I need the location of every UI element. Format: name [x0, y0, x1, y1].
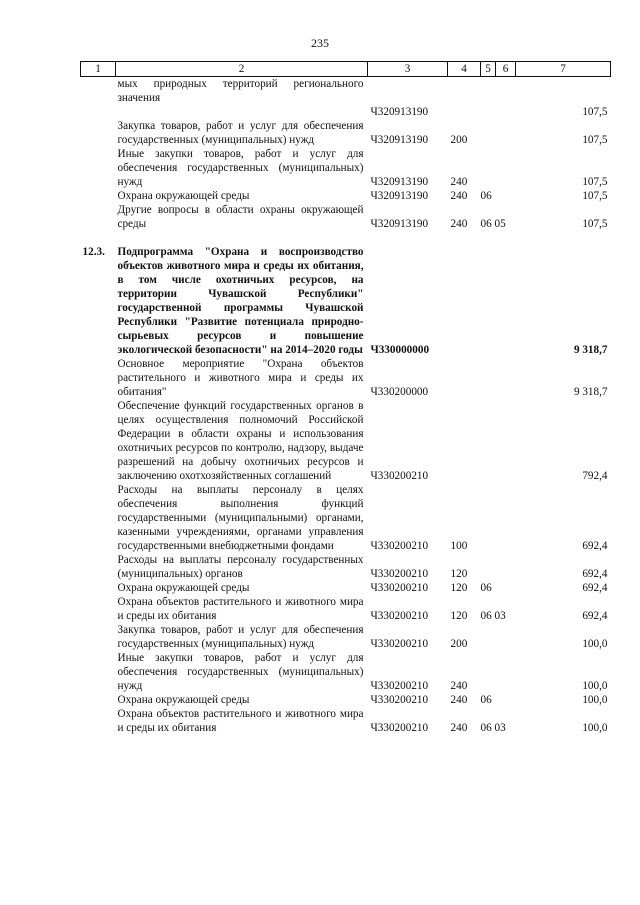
table-row [81, 595, 611, 623]
target-code: Ч320913190 [370, 134, 429, 146]
table-row [81, 105, 611, 119]
amount: 100,0 [582, 638, 608, 650]
amount: 692,4 [582, 610, 608, 622]
row-number [81, 357, 116, 399]
expense-type: 200 [450, 134, 468, 146]
row-number [81, 203, 116, 231]
row-number [81, 693, 116, 707]
target-code: Ч320913190 [370, 176, 429, 188]
row-name: Иные закупки товаров, работ и услуг для обеспечения государственных (муниципальных) нужд [117, 652, 364, 692]
amount: 107,5 [582, 190, 608, 202]
section-code [481, 231, 516, 245]
expense-type: 100 [450, 540, 468, 552]
row-number [81, 707, 116, 735]
amount: 107,5 [582, 106, 608, 118]
target-code [368, 77, 448, 106]
row-name: Расходы на выплаты персоналу в целях обеспечения выполнения функций государственными (муниципальными) органами, казенными учреждениями, органами управления государственными внебюджетными фондами [117, 484, 364, 552]
row-name: Охрана окружающей среды [117, 694, 250, 706]
table-row [81, 693, 611, 707]
expense-type: 120 [450, 610, 468, 622]
section-code [481, 483, 516, 553]
row-name: Охрана окружающей среды [117, 582, 250, 594]
row-name: Иные закупки товаров, работ и услуг для обеспечения государственных (муниципальных) нужд [117, 148, 364, 188]
row-number [81, 581, 116, 595]
row-number [81, 189, 116, 203]
target-code: Ч330200210 [370, 680, 429, 692]
table-row [81, 623, 611, 651]
row-number [81, 77, 116, 106]
row-name: Другие вопросы в области охраны окружающей среды [117, 204, 364, 230]
table-row [81, 357, 611, 399]
target-code: Ч330200210 [370, 568, 429, 580]
expense-type [448, 399, 481, 483]
amount [516, 231, 611, 245]
section-code [481, 105, 516, 119]
column-header-5: 5 [481, 62, 496, 77]
table-body [81, 77, 611, 736]
column-header-7: 7 [516, 62, 611, 77]
expense-type [448, 231, 481, 245]
target-code: Ч330200210 [370, 470, 429, 482]
row-name: Охрана объектов растительного и животного мира и среды их обитания [117, 596, 364, 622]
expense-type: 240 [450, 218, 468, 230]
table-row [81, 651, 611, 693]
expense-type [448, 357, 481, 399]
section-code: 06 03 [480, 722, 506, 734]
expense-type: 240 [450, 190, 468, 202]
row-name: Подпрограмма "Охрана и воспроизводство объектов животного мира и среды их обитания, в том числе охотничьих ресурсов, на территории Чувашской Республики" государственной программы Чувашской Республики "Развитие потенциала природно-сырьевых ресурсов и повышение экологической безопасности" на 2014–2020 годы [117, 246, 364, 356]
column-header-3: 3 [368, 62, 448, 77]
target-code: Ч330200210 [370, 638, 429, 650]
row-name [116, 105, 368, 119]
table-row [81, 707, 611, 735]
table-row [81, 581, 611, 595]
target-code: Ч320913190 [370, 106, 429, 118]
expense-type: 120 [450, 568, 468, 580]
amount: 692,4 [582, 582, 608, 594]
section-code: 06 [480, 190, 492, 202]
amount [516, 77, 611, 106]
section-code [481, 399, 516, 483]
expense-type: 240 [450, 680, 468, 692]
section-code [481, 553, 516, 581]
expense-type [448, 105, 481, 119]
expense-type: 120 [450, 582, 468, 594]
expense-type [448, 245, 481, 357]
target-code: Ч320913190 [370, 218, 429, 230]
target-code: Ч330200000 [370, 386, 429, 398]
page-number: 235 [311, 36, 329, 50]
target-code: Ч330200210 [370, 610, 429, 622]
row-number [81, 231, 116, 245]
column-header-2: 2 [116, 62, 368, 77]
expense-type: 240 [450, 722, 468, 734]
row-name: Расходы на выплаты персоналу государственных (муниципальных) органов [117, 554, 364, 580]
row-name: Охрана окружающей среды [117, 190, 250, 202]
target-code: Ч330000000 [370, 344, 430, 356]
amount: 100,0 [582, 722, 608, 734]
amount: 692,4 [582, 540, 608, 552]
section-code: 06 [480, 694, 492, 706]
amount: 9 318,7 [573, 344, 608, 356]
table-row [81, 147, 611, 189]
target-code: Ч320913190 [370, 190, 429, 202]
amount: 107,5 [582, 176, 608, 188]
target-code: Ч330200210 [370, 722, 429, 734]
section-code [481, 119, 516, 147]
row-name [116, 231, 368, 245]
expense-type: 240 [450, 694, 468, 706]
table-row [81, 553, 611, 581]
table-row [81, 203, 611, 231]
section-code [481, 651, 516, 693]
table-row [81, 231, 611, 245]
target-code: Ч330200210 [370, 582, 429, 594]
row-name: Закупка товаров, работ и услуг для обеспечения государственных (муниципальных) нужд [117, 624, 364, 650]
amount: 9 318,7 [573, 386, 608, 398]
expense-type: 240 [450, 176, 468, 188]
row-number [81, 483, 116, 553]
row-number [81, 119, 116, 147]
row-name: мых природных территорий регионального значения [117, 78, 364, 104]
section-code: 06 [480, 582, 492, 594]
expense-type: 200 [450, 638, 468, 650]
section-code [481, 357, 516, 399]
row-number: 12.3. [82, 246, 105, 258]
target-code: Ч330200210 [370, 540, 429, 552]
section-code: 06 05 [480, 218, 506, 230]
table-row [81, 77, 611, 106]
row-name: Охрана объектов растительного и животного мира и среды их обитания [117, 708, 364, 734]
row-number [81, 399, 116, 483]
table-row [81, 189, 611, 203]
column-header-6: 6 [496, 62, 516, 77]
section-code [481, 245, 516, 357]
section-code [481, 623, 516, 651]
row-name: Основное мероприятие "Охрана объектов растительного и животного мира и среды их обитания" [117, 358, 364, 398]
section-code: 06 03 [480, 610, 506, 622]
table-row [81, 119, 611, 147]
amount: 100,0 [582, 694, 608, 706]
amount: 692,4 [582, 568, 608, 580]
amount: 107,5 [582, 218, 608, 230]
column-header-1: 1 [81, 62, 116, 77]
amount: 100,0 [582, 680, 608, 692]
row-number [81, 553, 116, 581]
budget-table [80, 61, 611, 735]
table-row [81, 483, 611, 553]
row-number [81, 147, 116, 189]
row-number [81, 105, 116, 119]
target-code: Ч330200210 [370, 694, 429, 706]
section-code [481, 147, 516, 189]
table-header [81, 62, 611, 77]
section-code [481, 77, 516, 106]
table-row [81, 399, 611, 483]
column-header-4: 4 [448, 62, 481, 77]
row-number [81, 623, 116, 651]
row-number [81, 651, 116, 693]
amount: 792,4 [582, 470, 608, 482]
row-name: Закупка товаров, работ и услуг для обеспечения государственных (муниципальных) нужд [117, 120, 364, 146]
table-row [81, 245, 611, 357]
row-number [81, 595, 116, 623]
row-name: Обеспечение функций государственных органов в целях осуществления полномочий Российской Федерации в области охраны и использования охотничьих ресурсов по контролю, надзору, выдаче разрешений на добычу охотничьих ресурсов и заключению охотхозяйственных соглашений [117, 400, 364, 482]
amount: 107,5 [582, 134, 608, 146]
expense-type [448, 77, 481, 106]
target-code [368, 231, 448, 245]
